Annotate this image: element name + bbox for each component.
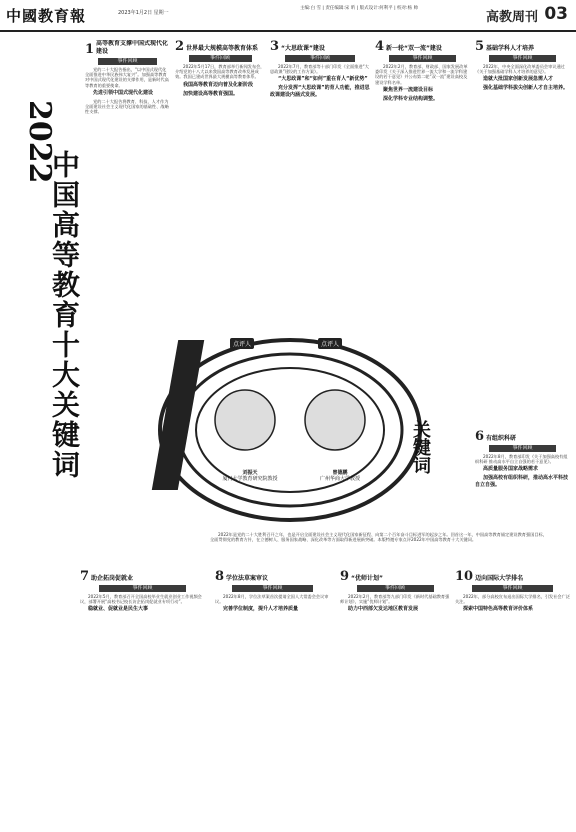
event-review-label: 事件回顾 (99, 585, 187, 592)
article-9 (340, 570, 450, 825)
article-number: 4 (375, 40, 385, 54)
article-paragraph: 我国高等教育迈向普及化新阶段 (183, 81, 254, 88)
article-header (175, 40, 265, 53)
article-title: “优师计划” (351, 575, 383, 582)
article-title: 助企拓岗促就业 (91, 575, 134, 582)
event-review-label: 事件回顾 (489, 445, 556, 452)
article-number: 8 (215, 570, 225, 584)
article-header (80, 570, 205, 583)
issue-date: 2023年1月2日 星期一 (118, 10, 169, 16)
article-title: “大思政课”建设 (281, 45, 325, 52)
commentator-right-name: 曾德鹏 (332, 470, 348, 476)
commentator-badge-right: 点评人 (318, 338, 342, 349)
article-header (455, 570, 570, 583)
article-paragraph: 造就大批国家创新发展急需人才 (483, 76, 554, 83)
page-number: 03 (544, 4, 568, 24)
article-paragraph: 党的二十大报告将教育、科技、人才作为全面建设社会主义现代化国家的基础性、战略性支撑。 (85, 98, 169, 115)
article-paragraph: 强化基础学科拔尖创新人才自主培养。 (483, 85, 569, 92)
article-paragraph: 2022年5月，教育部召开全国高校毕业生就业创业工作视频会议，部署开展“高校书记校长访企拓岗促就业专项行动”。 (80, 594, 202, 605)
commentator-left-name: 刘振天 (242, 470, 258, 476)
keyword-label: 关键词 (410, 420, 431, 474)
article-paragraph: 先进引领中国式现代化建设 (93, 89, 154, 96)
article-header (475, 430, 570, 443)
section-title: 高教周刊 (485, 10, 538, 25)
article-title: 有组织科研 (486, 435, 517, 442)
title-year: 2022 (22, 100, 57, 184)
article-number: 6 (475, 430, 485, 444)
newspaper-logo: 中國教育報 (6, 7, 87, 25)
article-paragraph: 党的二十大报告指出，“以中国式现代化全面推进中华民族伟大复兴”。加强高等教育对中国式现代化建设的支撑作用，是新时代高等教育的重要使命。 (85, 67, 169, 88)
commentator-badge-left: 点评人 (230, 338, 254, 349)
article-title: 高等教育支撑中国式现代化建设 (96, 40, 169, 55)
article-title: 新一轮“双一流”建设 (386, 45, 442, 52)
article-paragraph: 完善学位制度，提升人才培养质量 (223, 606, 299, 613)
article-1 (85, 40, 170, 340)
article-header (375, 40, 470, 53)
article-paragraph: 稳就业、促就业是民生大事 (88, 606, 149, 613)
event-review-label: 事件回顾 (232, 585, 313, 592)
article-3 (270, 40, 370, 330)
article-number: 2 (175, 40, 185, 54)
article-header (215, 570, 330, 583)
article-paragraph: 2022年，中央全面深化改革委员会审议通过《关于加强基础学科人才培养的意见》。 (475, 64, 565, 75)
article-paragraph: “大思政课”和“如何”重在育人“新优势” (278, 76, 368, 83)
article-paragraph: 加强高校有组织科研，推动高水平科技自立自强。 (475, 475, 569, 489)
article-paragraph: 助力中西部欠发达地区教育发展 (348, 606, 419, 613)
article-number: 9 (340, 570, 350, 584)
article-paragraph: 深化学科专业结构调整。 (383, 95, 439, 102)
article-paragraph: 2022年2月，教育部等九部门印发《新时代基础教育强师计划》，实施“优师计划”。 (340, 594, 450, 605)
article-2 (175, 40, 265, 330)
event-review-label: 事件回顾 (472, 585, 553, 592)
article-number: 3 (270, 40, 280, 54)
article-number: 10 (455, 570, 474, 584)
article-10 (455, 570, 570, 825)
article-paragraph: 充分发挥“大思政课”的育人功能，推进思政课建设内涵式发展。 (270, 85, 370, 99)
article-title: 基础学科人才培养 (486, 45, 535, 52)
summary-paragraph: 2022年是党的二十大胜利召开之年，也是开启全面建设社会主义现代化国家新征程、向第二个百年奋斗目标进军的起步之年。回首这一年，中国高等教育锚定建设教育强国目标，全面贯彻党的教育方针，在立德树人、服务国家战略、深化改革等方面取得新进展新突破。本版特邀专家点评2022年中国高等教育十大关键词。 (210, 532, 547, 543)
commentator-right-title: 广州华商大学教授 (319, 476, 360, 482)
editor-info: 主编:白 雪 | 责任编辑:宋 昕 | 版式设计:何利平 | 校对:杨 帅 (300, 6, 418, 11)
event-review-label: 事件回顾 (98, 58, 158, 65)
article-paragraph: 2022年7月，教育部等十部门印发《全面推进“大思政课”建设的工作方案》。 (270, 64, 369, 75)
article-title: 世界最大规模高等教育体系 (186, 45, 259, 52)
article-4 (375, 40, 470, 330)
article-paragraph: 高质量服务国家战略需求 (483, 466, 539, 473)
article-header (85, 40, 170, 56)
commentator-left-title: 厦门大学教育研究院教授 (222, 476, 278, 482)
event-review-label: 事件回顾 (389, 55, 456, 62)
article-header (270, 40, 370, 53)
article-paragraph: 探索中国特色高等教育评价体系 (463, 606, 534, 613)
article-title: 迈向国际大学排名 (475, 575, 524, 582)
page-title: 中国高等教育十大关键词 (48, 150, 81, 480)
article-5 (475, 40, 570, 430)
article-paragraph: 2022年，部分高校宣布退出国际大学排名，引发社会广泛关注。 (455, 594, 570, 605)
commentator-right (305, 470, 375, 482)
article-paragraph: 2022年5月17日，教育部举行新闻发布会，介绍党的十八大以来我国高等教育改革发展成效。我国已建成世界最大规模高等教育体系。 (175, 64, 265, 80)
event-review-label: 事件回顾 (285, 55, 355, 62)
article-header (340, 570, 450, 583)
commentator-left (215, 470, 285, 482)
article-number: 1 (85, 42, 95, 57)
article-7 (80, 570, 205, 825)
ten-ring-graphic (150, 330, 430, 530)
event-review-label: 事件回顾 (357, 585, 434, 592)
article-number: 7 (80, 570, 90, 584)
masthead (0, 0, 576, 32)
article-title: 学位法草案审议 (226, 575, 269, 582)
article-paragraph: 2022年2月，教育部、财政部、国家发展改革委印发《关于深入推进世界一流大学和一流学科建设的若干意见》并公布第二轮“双一流”建设高校及建设学科名单。 (375, 64, 468, 85)
article-paragraph: 聚焦世界一流建设目标 (383, 86, 434, 93)
event-review-label: 事件回顾 (489, 55, 556, 62)
article-header (475, 40, 570, 53)
article-8 (215, 570, 330, 825)
article-number: 5 (475, 40, 485, 54)
article-paragraph: 加快建设高等教育强国。 (183, 90, 239, 97)
event-review-label: 事件回顾 (189, 55, 252, 62)
article-paragraph: 2022年8月，学位法草案首次提请全国人大常委会会议审议。 (215, 594, 329, 605)
article-paragraph: 2022年8月，教育部印发《关于加强高校有组织科研 推动高水平自立自强的若干意见》。 (475, 454, 568, 465)
